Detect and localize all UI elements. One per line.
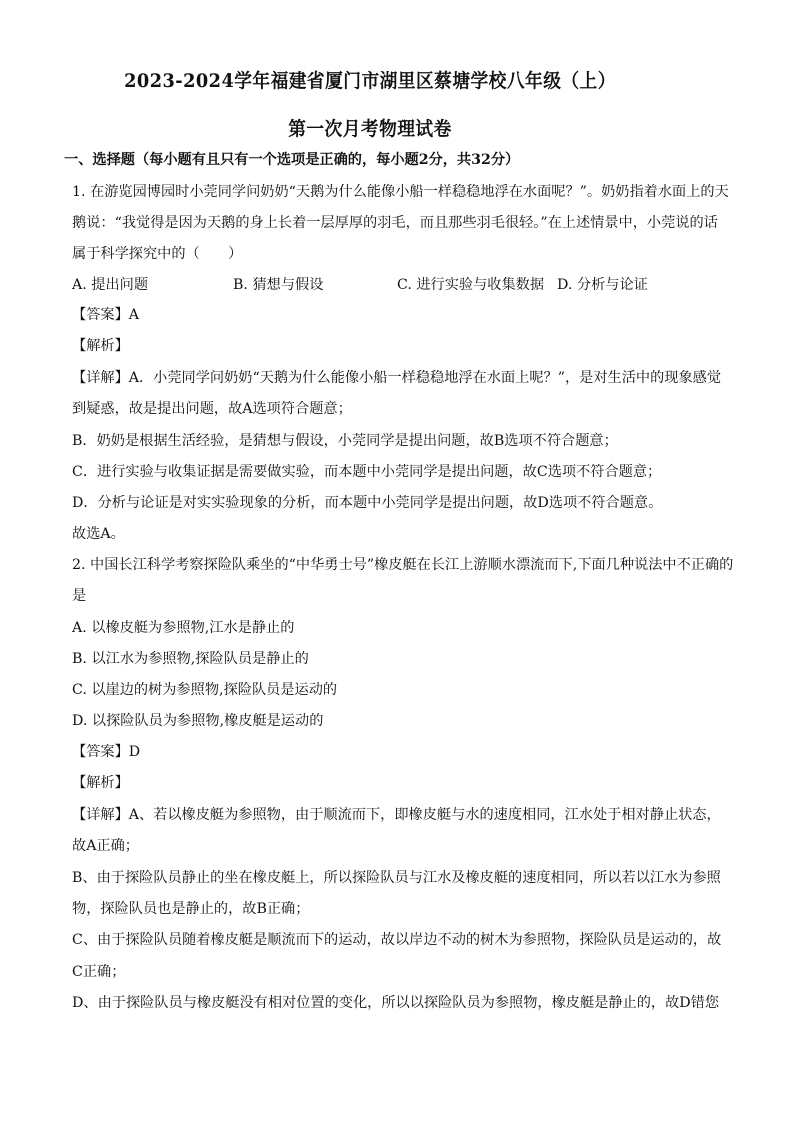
section-heading: 一、选择题（每小题有且只有一个选项是正确的，每小题2分，共32分）	[64, 152, 520, 168]
q1-option-a: A. 提出问题	[72, 277, 149, 293]
q2-detail-line6: C正确；	[72, 964, 126, 980]
q2-option-c: C. 以崖边的树为参照物,探险队员是运动的	[72, 682, 338, 698]
q1-option-d: D. 分析与论证	[557, 277, 648, 293]
q2-detail-line2: 故A正确；	[72, 838, 139, 854]
q1-stem-line1: 1. 在游览园博园时小莞同学问奶奶“天鹅为什么能像小船一样稳稳地浮在水面呢？”。奶奶指着水面上的天	[72, 184, 729, 200]
q1-stem-line3: 属于科学探究中的（ ）	[72, 246, 243, 262]
exam-title-line1: 2023-2024学年福建省厦门市湖里区蔡塘学校八年级（上）	[124, 70, 616, 92]
q1-detail-line6: 故选A。	[72, 526, 125, 542]
q2-analysis-label: 【解析】	[72, 775, 129, 791]
q1-option-c: C. 进行实验与收集数据	[397, 277, 545, 293]
q2-detail-line1: 【详解】A、若以橡皮艇为参照物，由于顺流而下，即橡皮艇与水的速度相同，江水处于相对静止状态，	[72, 807, 721, 823]
q2-detail-line4: 物，探险队员也是静止的，故B正确；	[72, 901, 310, 917]
q1-detail-line5: D．分析与论证是对实实验现象的分析，而本题中小莞同学是提出问题，故D选项不符合题意。	[72, 495, 663, 511]
q1-detail-line3: B．奶奶是根据生活经验，是猜想与假设，小莞同学是提出问题，故B选项不符合题意；	[72, 433, 618, 449]
q2-detail-line7: D、由于探险队员与橡皮艇没有相对位置的变化，所以以探险队员为参照物，橡皮艇是静止的，故D错您	[72, 995, 720, 1011]
q1-detail-line2: 到疑惑，故是提出问题，故A选项符合题意；	[72, 401, 352, 417]
q1-answer: 【答案】A	[72, 307, 139, 323]
q2-detail-line3: B、由于探险队员静止的坐在橡皮艇上，所以探险队员与江水及橡皮艇的速度相同，所以若以江水为参照	[72, 870, 721, 886]
q2-option-d: D. 以探险队员为参照物,橡皮艇是运动的	[72, 713, 324, 729]
q1-option-b: B. 猜想与假设	[233, 277, 324, 293]
q1-analysis-label: 【解析】	[72, 338, 129, 354]
exam-title-line2: 第一次月考物理试卷	[288, 118, 452, 140]
q1-detail-line4: C．进行实验与收集证据是需要做实验，而本题中小莞同学是提出问题，故C选项不符合题意；	[72, 464, 662, 480]
q1-stem-line2: 鹅说：“我觉得是因为天鹅的身上长着一层厚厚的羽毛，而且那些羽毛很轻。”在上述情景中，小莞说的话	[72, 215, 718, 231]
q2-stem-line2: 是	[72, 588, 87, 604]
q2-detail-line5: C、由于探险队员随着橡皮艇是顺流而下的运动，故以岸边不动的树木为参照物，探险队员是运动的，故	[72, 932, 722, 948]
q2-answer: 【答案】D	[72, 744, 141, 760]
q2-stem-line1: 2. 中国长江科学考察探险队乘坐的“中华勇士号”橡皮艇在长江上游顺水漂流而下,下面几种说法中不正确的	[72, 557, 734, 573]
q1-detail-line1: 【详解】A．小莞同学问奶奶“天鹅为什么能像小船一样稳稳地浮在水面上呢？”，是对生活中的现象感觉	[72, 370, 722, 386]
q2-option-b: B. 以江水为参照物,探险队员是静止的	[72, 651, 309, 667]
q2-option-a: A. 以橡皮艇为参照物,江水是静止的	[72, 620, 295, 636]
